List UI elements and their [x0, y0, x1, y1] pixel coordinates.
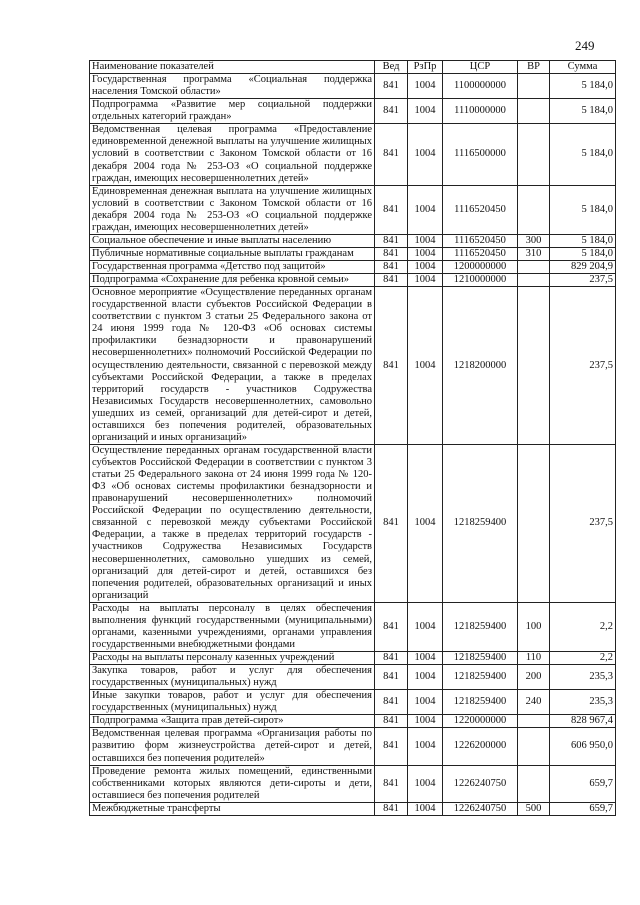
table-row [90, 802, 616, 815]
cell-sum: 659,7 [550, 765, 616, 802]
cell-csr: 1218200000 [443, 287, 518, 445]
cell-csr: 1116520450 [443, 185, 518, 234]
cell-csr: 1200000000 [443, 261, 518, 274]
cell-rzpr: 1004 [408, 602, 443, 651]
cell-rzpr: 1004 [408, 247, 443, 260]
cell-vr [518, 185, 550, 234]
header-vr: ВР [518, 61, 550, 74]
table-row [90, 444, 616, 602]
cell-csr: 1116500000 [443, 124, 518, 185]
cell-vr [518, 287, 550, 445]
cell-rzpr: 1004 [408, 124, 443, 185]
cell-rzpr: 1004 [408, 802, 443, 815]
cell-csr: 1110000000 [443, 99, 518, 124]
header-row [90, 61, 616, 74]
table-row [90, 274, 616, 287]
header-rzpr: РзПр [408, 61, 443, 74]
cell-rzpr: 1004 [408, 74, 443, 99]
cell-vr: 310 [518, 247, 550, 260]
budget-table [89, 60, 616, 816]
table-row [90, 99, 616, 124]
cell-ved: 841 [375, 765, 408, 802]
cell-rzpr: 1004 [408, 728, 443, 765]
cell-ved: 841 [375, 247, 408, 260]
cell-rzpr: 1004 [408, 665, 443, 690]
cell-ved: 841 [375, 124, 408, 185]
cell-rzpr: 1004 [408, 99, 443, 124]
cell-vr: 200 [518, 665, 550, 690]
header-csr: ЦСР [443, 61, 518, 74]
cell-ved: 841 [375, 444, 408, 602]
cell-vr [518, 765, 550, 802]
cell-name: Осуществление переданных органам государственной власти субъектов Российской Федерации в соответствии с пунктом 3 статьи 25 Федерального закона от 24 июня 1999 года № 120-ФЗ «Об основах системы профилактики безнадзорности и правонарушений несовершеннолетних» полномочий Российской Федерации по осуществлению деятельности, связанной с перевозкой между субъектами Российской Федерации, а также в пределах территорий государств - участников Содружества Независимых Государств несовершеннолетних, самовольно ушедших из семей, организаций для детей-сирот и детей, оставшихся без попечения родителей, образовательных организаций и иных организаций [90, 444, 375, 602]
cell-vr [518, 261, 550, 274]
page-number: 249 [575, 38, 595, 53]
cell-name: Публичные нормативные социальные выплаты гражданам [90, 247, 375, 260]
table-row [90, 74, 616, 99]
cell-sum: 237,5 [550, 287, 616, 445]
cell-sum: 5 184,0 [550, 99, 616, 124]
table-row [90, 652, 616, 665]
cell-vr: 500 [518, 802, 550, 815]
cell-name: Государственная программа «Детство под защитой» [90, 261, 375, 274]
cell-sum: 235,3 [550, 665, 616, 690]
cell-name: Основное мероприятие «Осуществление переданных органам государственной власти субъектов Российской Федерации в соответствии с пунктом 3 статьи 25 Федерального закона от 24 июня 1999 года № 120-ФЗ «Об основах системы профилактики безнадзорности и правонарушений несовершеннолетних» полномочий Российской Федерации по осуществлению деятельности, связанной с перевозкой между субъектами Российской Федерации, а также в пределах территорий государств - участников Содружества Независимых Государств несовершеннолетних, самовольно ушедших из семей, организаций для детей-сирот и детей, оставшихся без попечения родителей, образовательных организаций и иных организаций» [90, 287, 375, 445]
cell-vr [518, 728, 550, 765]
cell-sum: 829 204,9 [550, 261, 616, 274]
cell-name: Подпрограмма «Защита прав детей-сирот» [90, 715, 375, 728]
table-row [90, 124, 616, 185]
cell-sum: 237,5 [550, 274, 616, 287]
table-row [90, 602, 616, 651]
cell-rzpr: 1004 [408, 287, 443, 445]
cell-vr [518, 715, 550, 728]
cell-vr [518, 99, 550, 124]
cell-ved: 841 [375, 728, 408, 765]
cell-sum: 235,3 [550, 690, 616, 715]
cell-csr: 1226200000 [443, 728, 518, 765]
cell-name: Государственная программа «Социальная поддержка населения Томской области» [90, 74, 375, 99]
cell-sum: 5 184,0 [550, 185, 616, 234]
cell-csr: 1218259400 [443, 602, 518, 651]
cell-name: Ведомственная целевая программа «Организация работы по развитию форм жизнеустройства детей-сирот и детей, оставшихся без попечения родителей» [90, 728, 375, 765]
cell-vr [518, 124, 550, 185]
cell-ved: 841 [375, 715, 408, 728]
cell-sum: 5 184,0 [550, 124, 616, 185]
cell-sum: 659,7 [550, 802, 616, 815]
cell-vr: 110 [518, 652, 550, 665]
cell-ved: 841 [375, 274, 408, 287]
cell-sum: 2,2 [550, 652, 616, 665]
table-row [90, 715, 616, 728]
cell-name: Межбюджетные трансферты [90, 802, 375, 815]
cell-name: Ведомственная целевая программа «Предоставление единовременной денежной выплаты на улучшение жилищных условий в соответствии с Законом Томской области от 16 декабря 2004 года № 253-ОЗ «О социальной поддержке граждан, имеющих несовершеннолетних детей» [90, 124, 375, 185]
cell-sum: 5 184,0 [550, 234, 616, 247]
cell-rzpr: 1004 [408, 185, 443, 234]
cell-rzpr: 1004 [408, 652, 443, 665]
table-row [90, 690, 616, 715]
cell-csr: 1218259400 [443, 665, 518, 690]
cell-csr: 1226240750 [443, 765, 518, 802]
cell-csr: 1226240750 [443, 802, 518, 815]
table-row [90, 185, 616, 234]
header-name: Наименование показателей [90, 61, 375, 74]
cell-name: Закупка товаров, работ и услуг для обеспечения государственных (муниципальных) нужд [90, 665, 375, 690]
cell-ved: 841 [375, 234, 408, 247]
cell-sum: 606 950,0 [550, 728, 616, 765]
cell-name: Подпрограмма «Сохранение для ребенка кровной семьи» [90, 274, 375, 287]
cell-ved: 841 [375, 99, 408, 124]
cell-vr: 240 [518, 690, 550, 715]
table-row [90, 234, 616, 247]
table-row [90, 261, 616, 274]
cell-ved: 841 [375, 665, 408, 690]
cell-name: Расходы на выплаты персоналу казенных учреждений [90, 652, 375, 665]
table-row [90, 287, 616, 445]
cell-ved: 841 [375, 602, 408, 651]
cell-ved: 841 [375, 74, 408, 99]
cell-ved: 841 [375, 261, 408, 274]
table-row [90, 765, 616, 802]
cell-csr: 1116520450 [443, 247, 518, 260]
cell-csr: 1218259400 [443, 690, 518, 715]
cell-vr: 300 [518, 234, 550, 247]
cell-csr: 1220000000 [443, 715, 518, 728]
table-row [90, 247, 616, 260]
table-row [90, 728, 616, 765]
cell-name: Социальное обеспечение и иные выплаты населению [90, 234, 375, 247]
cell-rzpr: 1004 [408, 690, 443, 715]
cell-rzpr: 1004 [408, 715, 443, 728]
cell-vr: 100 [518, 602, 550, 651]
cell-ved: 841 [375, 802, 408, 815]
cell-name: Проведение ремонта жилых помещений, единственными собственниками которых являются дети-сироты и дети, оставшиеся без попечения родителей [90, 765, 375, 802]
cell-rzpr: 1004 [408, 765, 443, 802]
cell-ved: 841 [375, 652, 408, 665]
header-ved: Вед [375, 61, 408, 74]
cell-sum: 5 184,0 [550, 247, 616, 260]
cell-name: Иные закупки товаров, работ и услуг для обеспечения государственных (муниципальных) нужд [90, 690, 375, 715]
cell-rzpr: 1004 [408, 274, 443, 287]
cell-name: Подпрограмма «Развитие мер социальной поддержки отдельных категорий граждан» [90, 99, 375, 124]
cell-csr: 1116520450 [443, 234, 518, 247]
cell-ved: 841 [375, 185, 408, 234]
cell-sum: 2,2 [550, 602, 616, 651]
cell-csr: 1218259400 [443, 444, 518, 602]
cell-vr [518, 274, 550, 287]
cell-rzpr: 1004 [408, 261, 443, 274]
cell-ved: 841 [375, 287, 408, 445]
header-sum: Сумма [550, 61, 616, 74]
cell-rzpr: 1004 [408, 234, 443, 247]
cell-sum: 237,5 [550, 444, 616, 602]
cell-sum: 828 967,4 [550, 715, 616, 728]
cell-vr [518, 74, 550, 99]
table-row [90, 665, 616, 690]
cell-csr: 1218259400 [443, 652, 518, 665]
cell-ved: 841 [375, 690, 408, 715]
cell-vr [518, 444, 550, 602]
cell-name: Единовременная денежная выплата на улучшение жилищных условий в соответствии с Законом Томской области от 16 декабря 2004 года № 253-ОЗ «О социальной поддержке граждан, имеющих несовершеннолетних детей» [90, 185, 375, 234]
cell-csr: 1100000000 [443, 74, 518, 99]
cell-name: Расходы на выплаты персоналу в целях обеспечения выполнения функций государственными (муниципальными) органами, казенными учреждениями, органами управления государственными внебюджетными фондами [90, 602, 375, 651]
cell-csr: 1210000000 [443, 274, 518, 287]
cell-rzpr: 1004 [408, 444, 443, 602]
cell-sum: 5 184,0 [550, 74, 616, 99]
